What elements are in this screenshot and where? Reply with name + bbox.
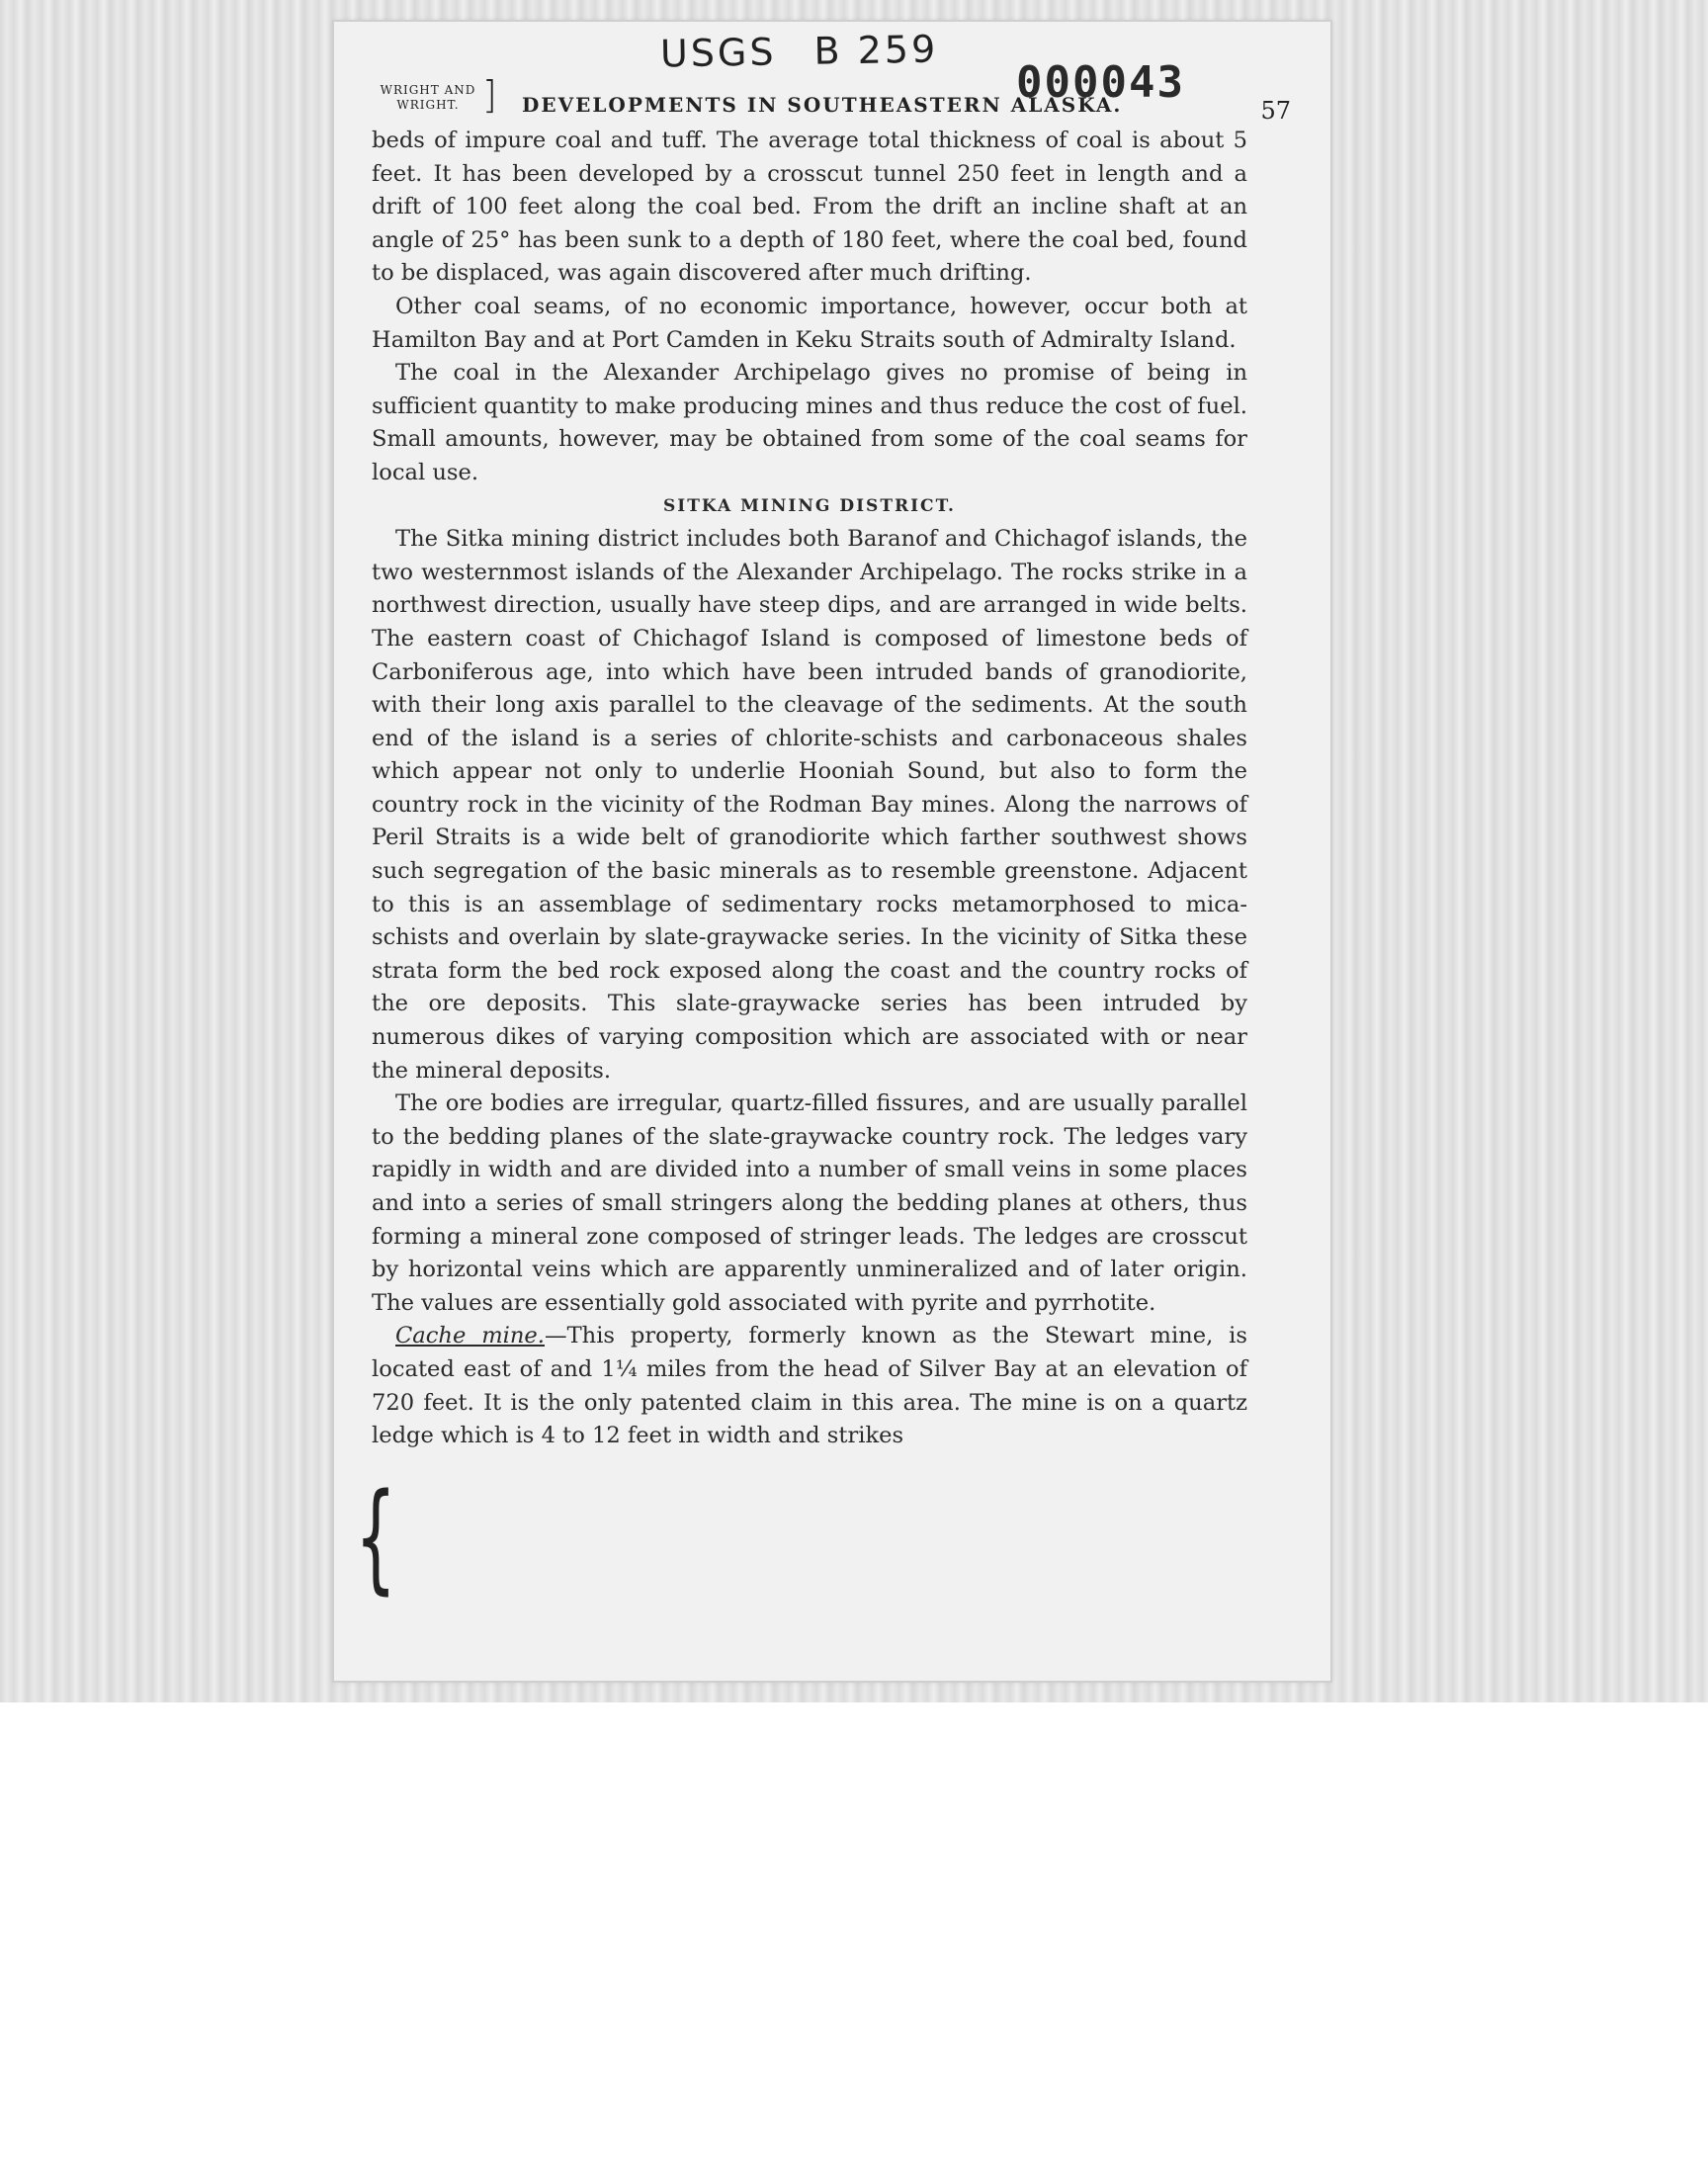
stamp-number: 000043 <box>1016 57 1185 108</box>
cache-mine-title: Cache mine. <box>395 1323 545 1349</box>
paragraph-other-coal-seams: Other coal seams, of no economic importance, however, occur both at Hamilton Bay and at Port Camden in Keku Straits south of Admiralty Island. <box>372 293 1247 353</box>
header-bracket: ] <box>482 73 497 117</box>
paragraph-sitka-district: The Sitka mining district includes both Baranof and Chichagof islands, the two westernmost islands of the Alexander Archipelago. The rocks strike in a northwest direction, usually have steep dips, and are arranged in wide belts. The eastern coast of Chichagof Island is composed of limestone beds of Carboniferous age, into which have been intruded bands of granodiorite, with their long axis parallel to the cleavage of the sediments. At the south end of the island is a series of chlorite-schists and carbonaceous shales which appear not only to underlie Hooniah Sound, but also to form the country rock in the vicinity of the Rodman Bay mines. Along the narrows of Peril Straits is a wide belt of granodiorite which farther southwest shows such segregation of the basic minerals as to resemble greenstone. Adjacent to this is an assemblage of sedimentary rocks metamorphosed to mica-schists and overlain by slate-graywacke series. In the vicinity of Sitka these strata form the bed rock exposed along the coast and the country rocks of the ore deposits. This slate-graywacke series has been intruded by numerous dikes of varying composition which are associated with or near the mineral deposits. <box>372 526 1247 1084</box>
paragraph-coal-archipelago: The coal in the Alexander Archipelago gives no promise of being in sufficient quantity to make producing mines and thus reduce the cost of fuel. Small amounts, however, may be obtained from some of the coal seams for local use. <box>372 360 1247 485</box>
author-line-1: WRIGHT AND <box>380 83 476 97</box>
page-number: 57 <box>1260 97 1291 125</box>
author-line-2: WRIGHT. <box>396 98 460 112</box>
document-page <box>334 22 1330 1681</box>
body-text <box>372 125 1247 1453</box>
margin-brace-mark: { <box>355 1469 397 1607</box>
page-header <box>374 67 1293 125</box>
paragraph-coal-beds: beds of impure coal and tuff. The average total thickness of coal is about 5 feet. It has been developed by a crosscut tunnel 250 feet in length and a drift of 100 feet along the coal bed. From the drift an incline shaft at an angle of 25° has been sunk to a depth of 180 feet, where the coal bed, found to be displaced, was again discovered after much drifting. <box>372 128 1247 287</box>
header-author <box>374 83 482 113</box>
handwritten-bulletin: B 259 <box>813 27 939 73</box>
cache-mine-text: —This property, formerly known as the Stewart mine, is located east of and 1¼ miles from the head of Silver Bay at an elevation of 720 feet. It is the only patented claim in this area. The mine is on a quartz ledge which is 4 to 12 feet in width and strikes <box>372 1323 1247 1449</box>
paragraph-cache-mine <box>372 1320 1247 1452</box>
paragraph-ore-bodies: The ore bodies are irregular, quartz-filled fissures, and are usually parallel to the bedding planes of the slate-graywacke country rock. The ledges vary rapidly in width and are divided into a number of small veins in some places and into a series of small stringers along the bedding planes at others, thus forming a mineral zone composed of stringer leads. The ledges are crosscut by horizontal veins which are apparently unmineralized and of later origin. The values are essentially gold associated with pyrite and pyrrhotite. <box>372 1090 1247 1316</box>
section-heading: SITKA MINING DISTRICT. <box>663 495 956 516</box>
handwritten-ref: USGS <box>659 30 777 76</box>
running-title: DEVELOPMENTS IN SOUTHEASTERN ALASKA. <box>522 93 1123 117</box>
